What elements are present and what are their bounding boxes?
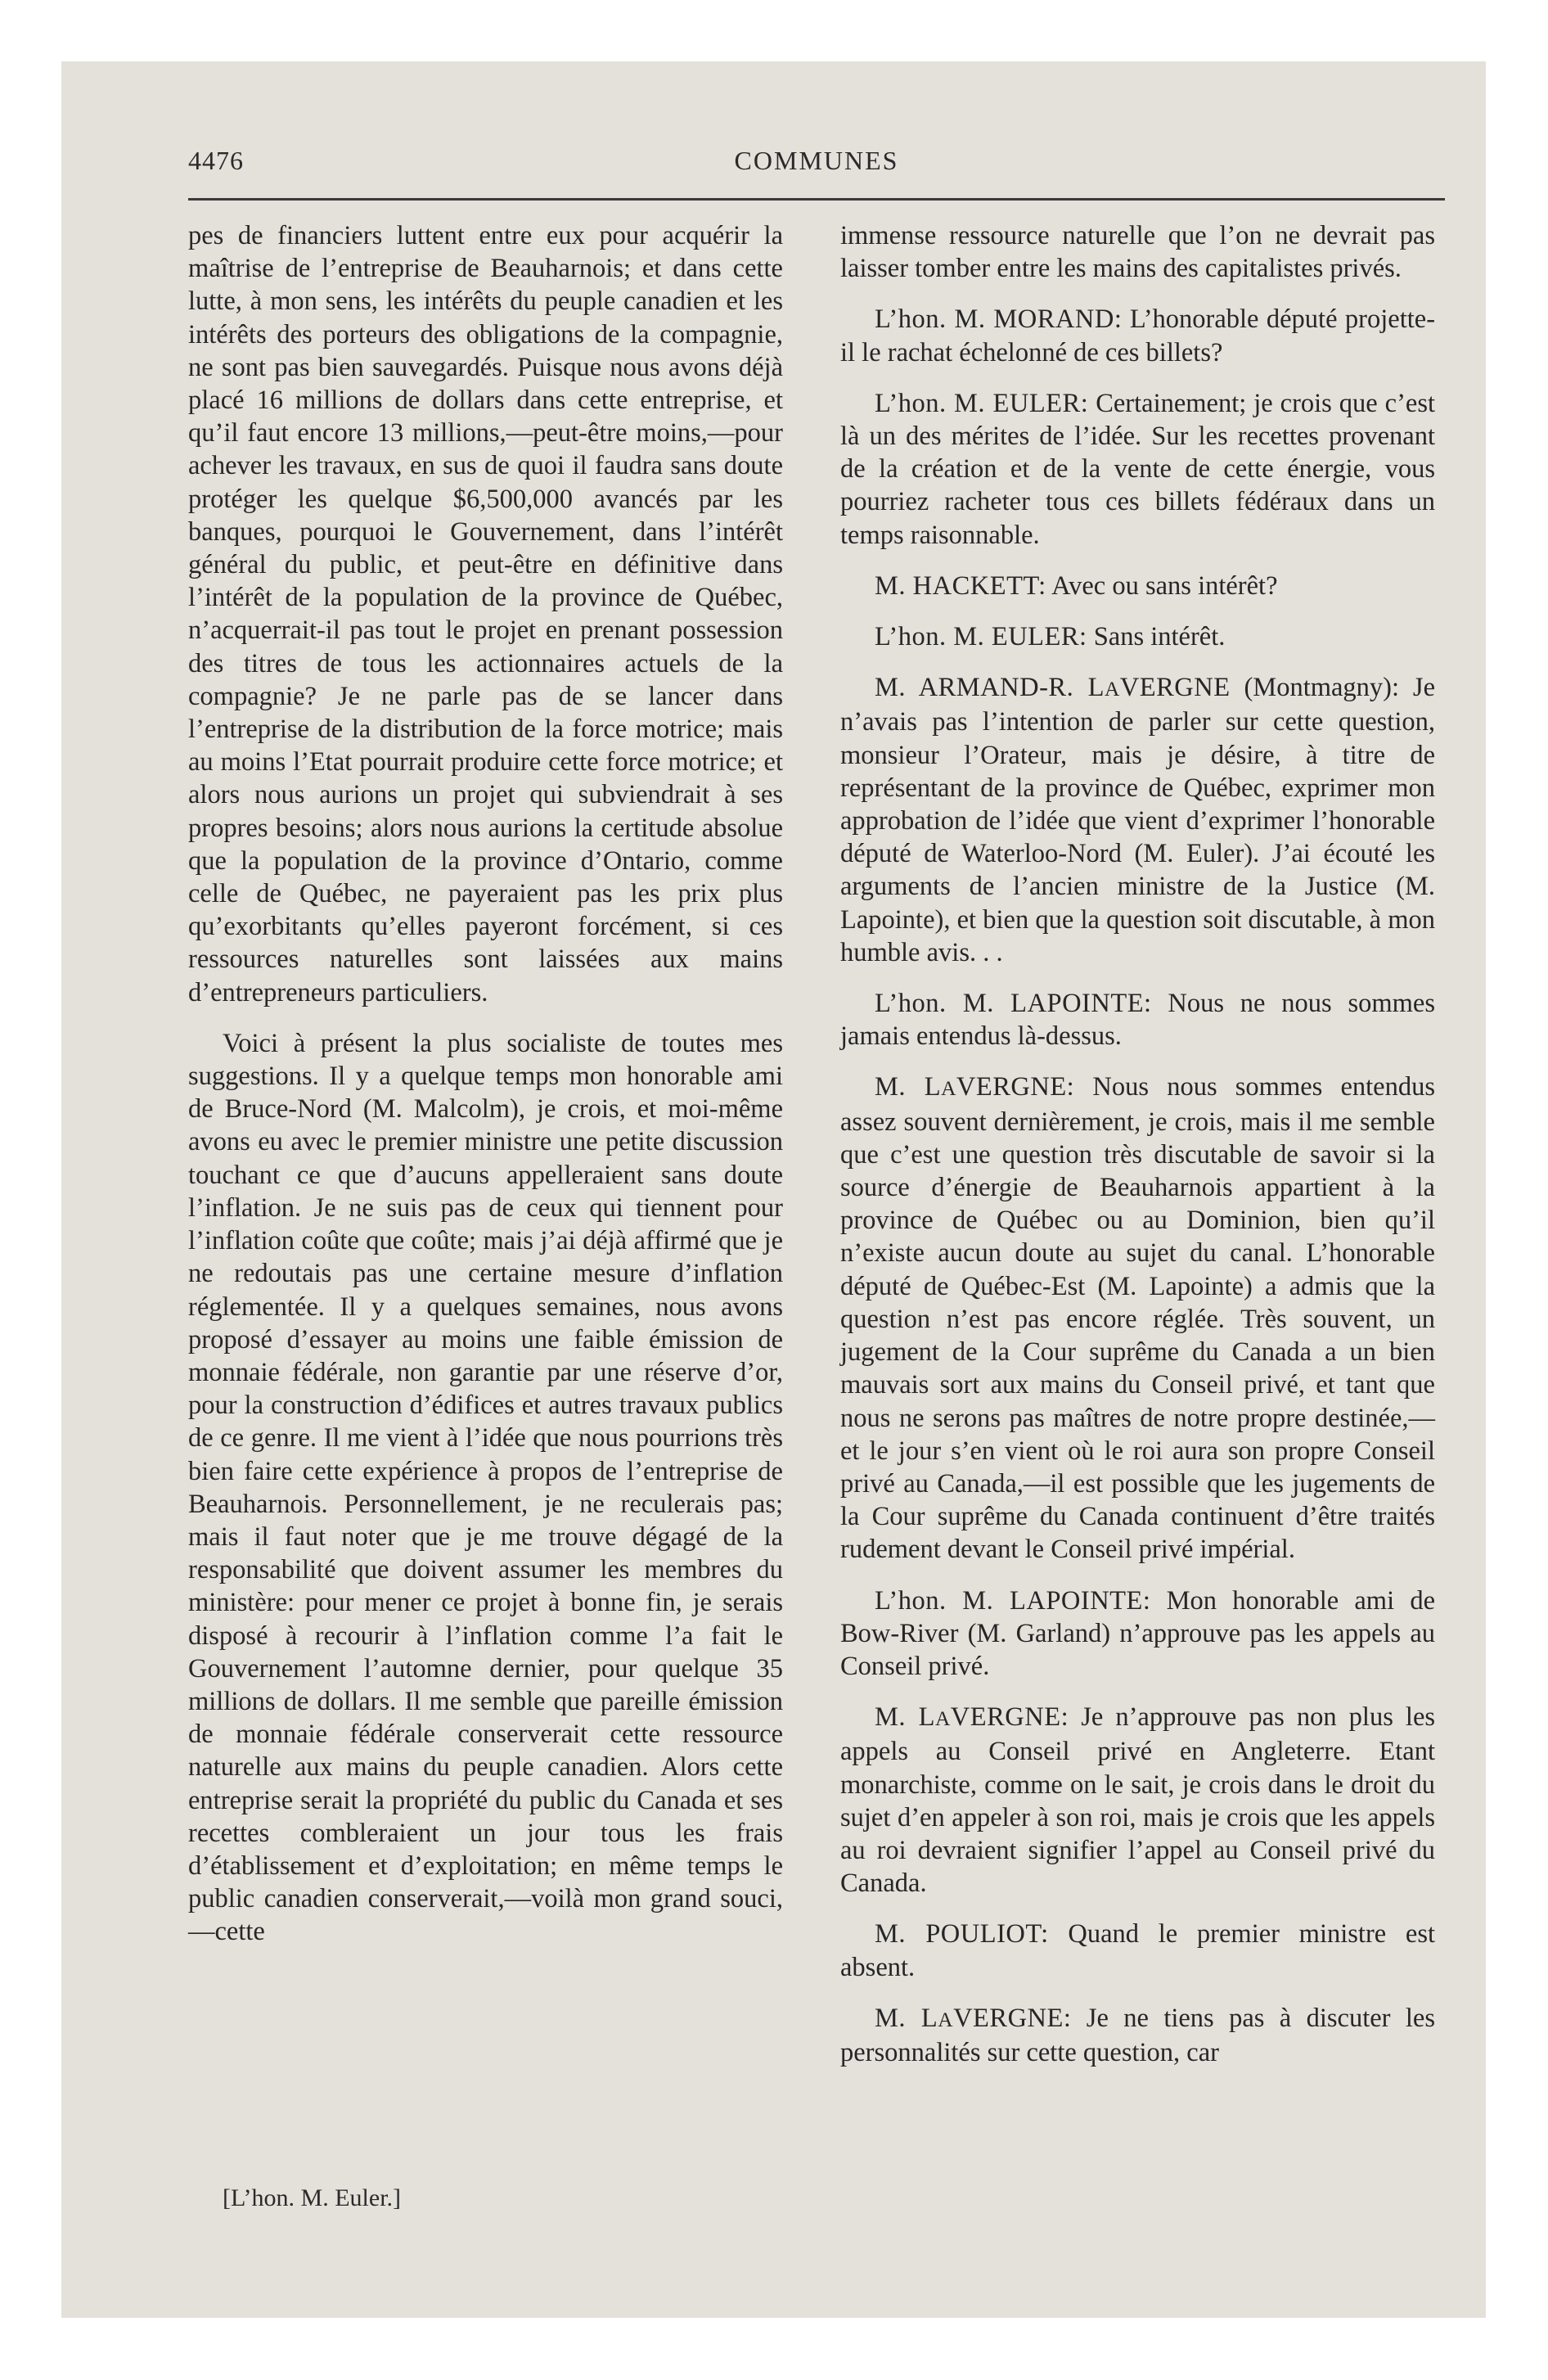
speaker-name-part: VERGNE:: [953, 2003, 1072, 2033]
running-head: COMMUNES: [734, 146, 899, 175]
speaker-reference: [L’hon. M. Euler.]: [223, 2184, 402, 2211]
speaker-name-part: M. L: [875, 1702, 935, 1733]
speech-paragraph: [840, 303, 1435, 368]
speech-paragraph: [840, 620, 1435, 653]
speaker-name: [875, 673, 1231, 702]
speech-text: L’honorable député projette-il le rachat échelonné de ces billets?: [840, 304, 1436, 367]
speech-text: Sans intérêt.: [1093, 622, 1226, 652]
speech-paragraph: [840, 387, 1435, 552]
paragraph: pes de financiers luttent entre eux pour acquérir la maîtrise de l’entreprise de Beauharnois; et dans cette lutte, à mon sens, les intérêts du peuple canadien et les intérêts des porteurs des obligations de la compagnie, ne sont pas bien sauvegardés. Puisque nous avons déjà placé 16 millions de dollars dans cette entreprise, et qu’il faut encore 13 millions,—peut-être moins,—pour achever les travaux, en sus de quoi il faudra sans doute protéger les quelque $6,500,000 avancés par les banques, pourquoi le Gouvernement, dans l’intérêt général du public, et peut-être en définitive dans l’intérêt de la population de la province de Québec, n’acquerrait-il pas tout le projet en prenant possession des titres de tous les actionnaires actuels de la compagnie? Je ne parle pas de se lancer dans l’entreprise de la distribution de la force motrice; mais au moins l’Etat pourrait produire cette force motrice; et alors nous aurions un projet qui subviendrait à ses propres besoins; alors nous aurions la certitude absolue que la population de la province d’Ontario, comme celle de Québec, ne payeraient pas les prix plus qu’exorbitants qu’elles payeront forcément, si ces ressources naturelles sont laissées aux mains d’entrepreneurs particuliers.: [188, 221, 783, 1007]
speaker-name-part: M. L: [875, 1072, 942, 1102]
speech-paragraph: [840, 570, 1435, 602]
speech-paragraph: [840, 987, 1435, 1053]
speaker-name: M. HACKETT:: [875, 570, 1046, 601]
speaker-name: L’hon. M. LAPOINTE:: [875, 989, 1152, 1019]
speech-paragraph: [840, 671, 1435, 969]
speech-paragraph: [840, 1918, 1435, 1983]
speaker-name: M. POULIOT:: [875, 1919, 1049, 1950]
speaker-name-part: VERGNE: [1119, 673, 1231, 703]
speaker-name: L’hon. M. EULER:: [875, 388, 1089, 418]
speaker-name: [875, 1702, 1069, 1732]
speaker-name-part: VERGNE:: [956, 1072, 1075, 1102]
speech-paragraph: [840, 1584, 1435, 1684]
speech-text: (Montmagny): Je n’avais pas l’intention de parler sur cette question, monsieur l’Orateur, mais je désire, à titre de représentant de la province de Québec, exprimer mon approbation de l’idée que vient d’exprimer l’honorable député de Waterloo-Nord (M. Euler). J’ai écouté les arguments de l’ancien ministre de la Justice (M. Lapointe), et bien que la question soit discutable, à mon humble avis. . .: [840, 673, 1435, 967]
speaker-name-part: A: [934, 1707, 951, 1731]
speaker-name-part: A: [1104, 678, 1120, 701]
speech-paragraph: [840, 1071, 1435, 1566]
header-rule: [188, 198, 1445, 201]
speaker-name-part: M. L: [875, 2003, 938, 2033]
speaker-name-part: M. ARMAND-R. L: [875, 673, 1105, 703]
speech-paragraph: [840, 2002, 1435, 2069]
speech-text: Mon honorable ami de Bow-River (M. Garland) n’approuve pas les appels au Conseil privé.: [840, 1585, 1436, 1681]
speech-text: Quand le premier ministre est absent.: [840, 1919, 1436, 1982]
page-header: [188, 146, 1445, 187]
left-column: [188, 219, 783, 1949]
speech-text: Nous nous sommes entendus assez souvent dernièrement, je crois, mais il me semble que c’est une question très discutable de savoir si la source d’énergie de Beauharnois appartient à la province de Québec ou au Dominion, bien qu’il n’existe aucun doute au sujet du canal. L’honorable député de Québec-Est (M. Lapointe) a admis que la question n’est pas encore réglée. Très souvent, un jugement de la Cour suprême du Canada a un bien mauvais sort aux mains du Conseil privé, et tant que nous ne serons pas maîtres de notre propre destinée,—et le jour s’en vient où le roi aura son propre Conseil privé au Canada,—il est possible que les jugements de la Cour suprême du Canada continuent d’être traités rudement devant le Conseil privé impérial.: [840, 1072, 1436, 1565]
speaker-name: L’hon. M. MORAND:: [875, 304, 1123, 335]
page-number: 4476: [188, 146, 244, 175]
speech-text: Nous ne nous sommes jamais entendus là-dessus.: [840, 989, 1435, 1052]
speech-text: Je n’approuve pas non plus les appels au Conseil privé en Angleterre. Etant monarchiste, comme on le sait, je crois dans le droit du sujet d’en appeler à son roi, mais je crois que les appels au roi devraient signifier l’appel au Conseil privé du Canada.: [840, 1702, 1436, 1899]
speaker-name: [875, 2004, 1071, 2033]
speaker-name: L’hon. M. EULER:: [875, 622, 1087, 652]
speaker-name-part: A: [938, 2008, 954, 2031]
speaker-name: [875, 1072, 1074, 1102]
speaker-name: L’hon. M. LAPOINTE:: [875, 1585, 1151, 1616]
right-column: [840, 219, 1435, 2069]
speech-text: Avec ou sans intérêt?: [1051, 570, 1278, 601]
speaker-name-part: VERGNE:: [950, 1702, 1069, 1733]
speech-paragraph: [840, 1701, 1435, 1900]
speech-text: Certainement; je crois que c’est là un des mérites de l’idée. Sur les recettes provenant de la création et de la vente de cette énergie, vous pourriez racheter tous ces billets fédéraux dans un temps raisonnable.: [840, 388, 1435, 550]
speech-text: Je ne tiens pas à discuter les personnalités sur cette question, car: [840, 2003, 1435, 2067]
paragraph: immense ressource naturelle que l’on ne devrait pas laisser tomber entre les mains des capitalistes privés.: [840, 221, 1435, 284]
speaker-name-part: A: [941, 1077, 956, 1101]
paragraph: Voici à présent la plus socialiste de toutes mes suggestions. Il y a quelque temps mon honorable ami de Bruce-Nord (M. Malcolm), je crois, et moi-même avons eu avec le premier ministre une petite discussion touchant ce que d’aucuns appelleraient sans doute l’inflation. Je ne suis pas de ceux qui tiennent pour l’inflation coûte que coûte; mais j’ai déjà affirmé que je ne redoutais pas une certaine mesure d’inflation réglementée. Il y a quelques semaines, nous avons proposé d’essayer au moins une faible émission de monnaie fédérale, non garantie par une réserve d’or, pour la construction d’édifices et autres travaux publics de ce genre. Il me vient à l’idée que nous pourrions très bien faire cette expérience à propos de l’entreprise de Beauharnois. Personnellement, je ne reculerais pas; mais il faut noter que je me trouve dégagé de la responsabilité que doivent assumer les membres du ministère: pour mener ce projet à bonne fin, je serais disposé à recourir à l’inflation comme l’a fait le Gouvernement l’automne dernier, pour quelque 35 millions de dollars. Il me semble que pareille émission de monnaie fédérale conserverait cette ressource naturelle aux mains du peuple canadien. Alors cette entreprise serait la propriété du public du Canada et ses recettes combleraient un jour tous les frais d’établissement et d’exploitation; en même temps le public canadien conserverait,—voilà mon grand souci,—cette: [188, 1028, 783, 1947]
